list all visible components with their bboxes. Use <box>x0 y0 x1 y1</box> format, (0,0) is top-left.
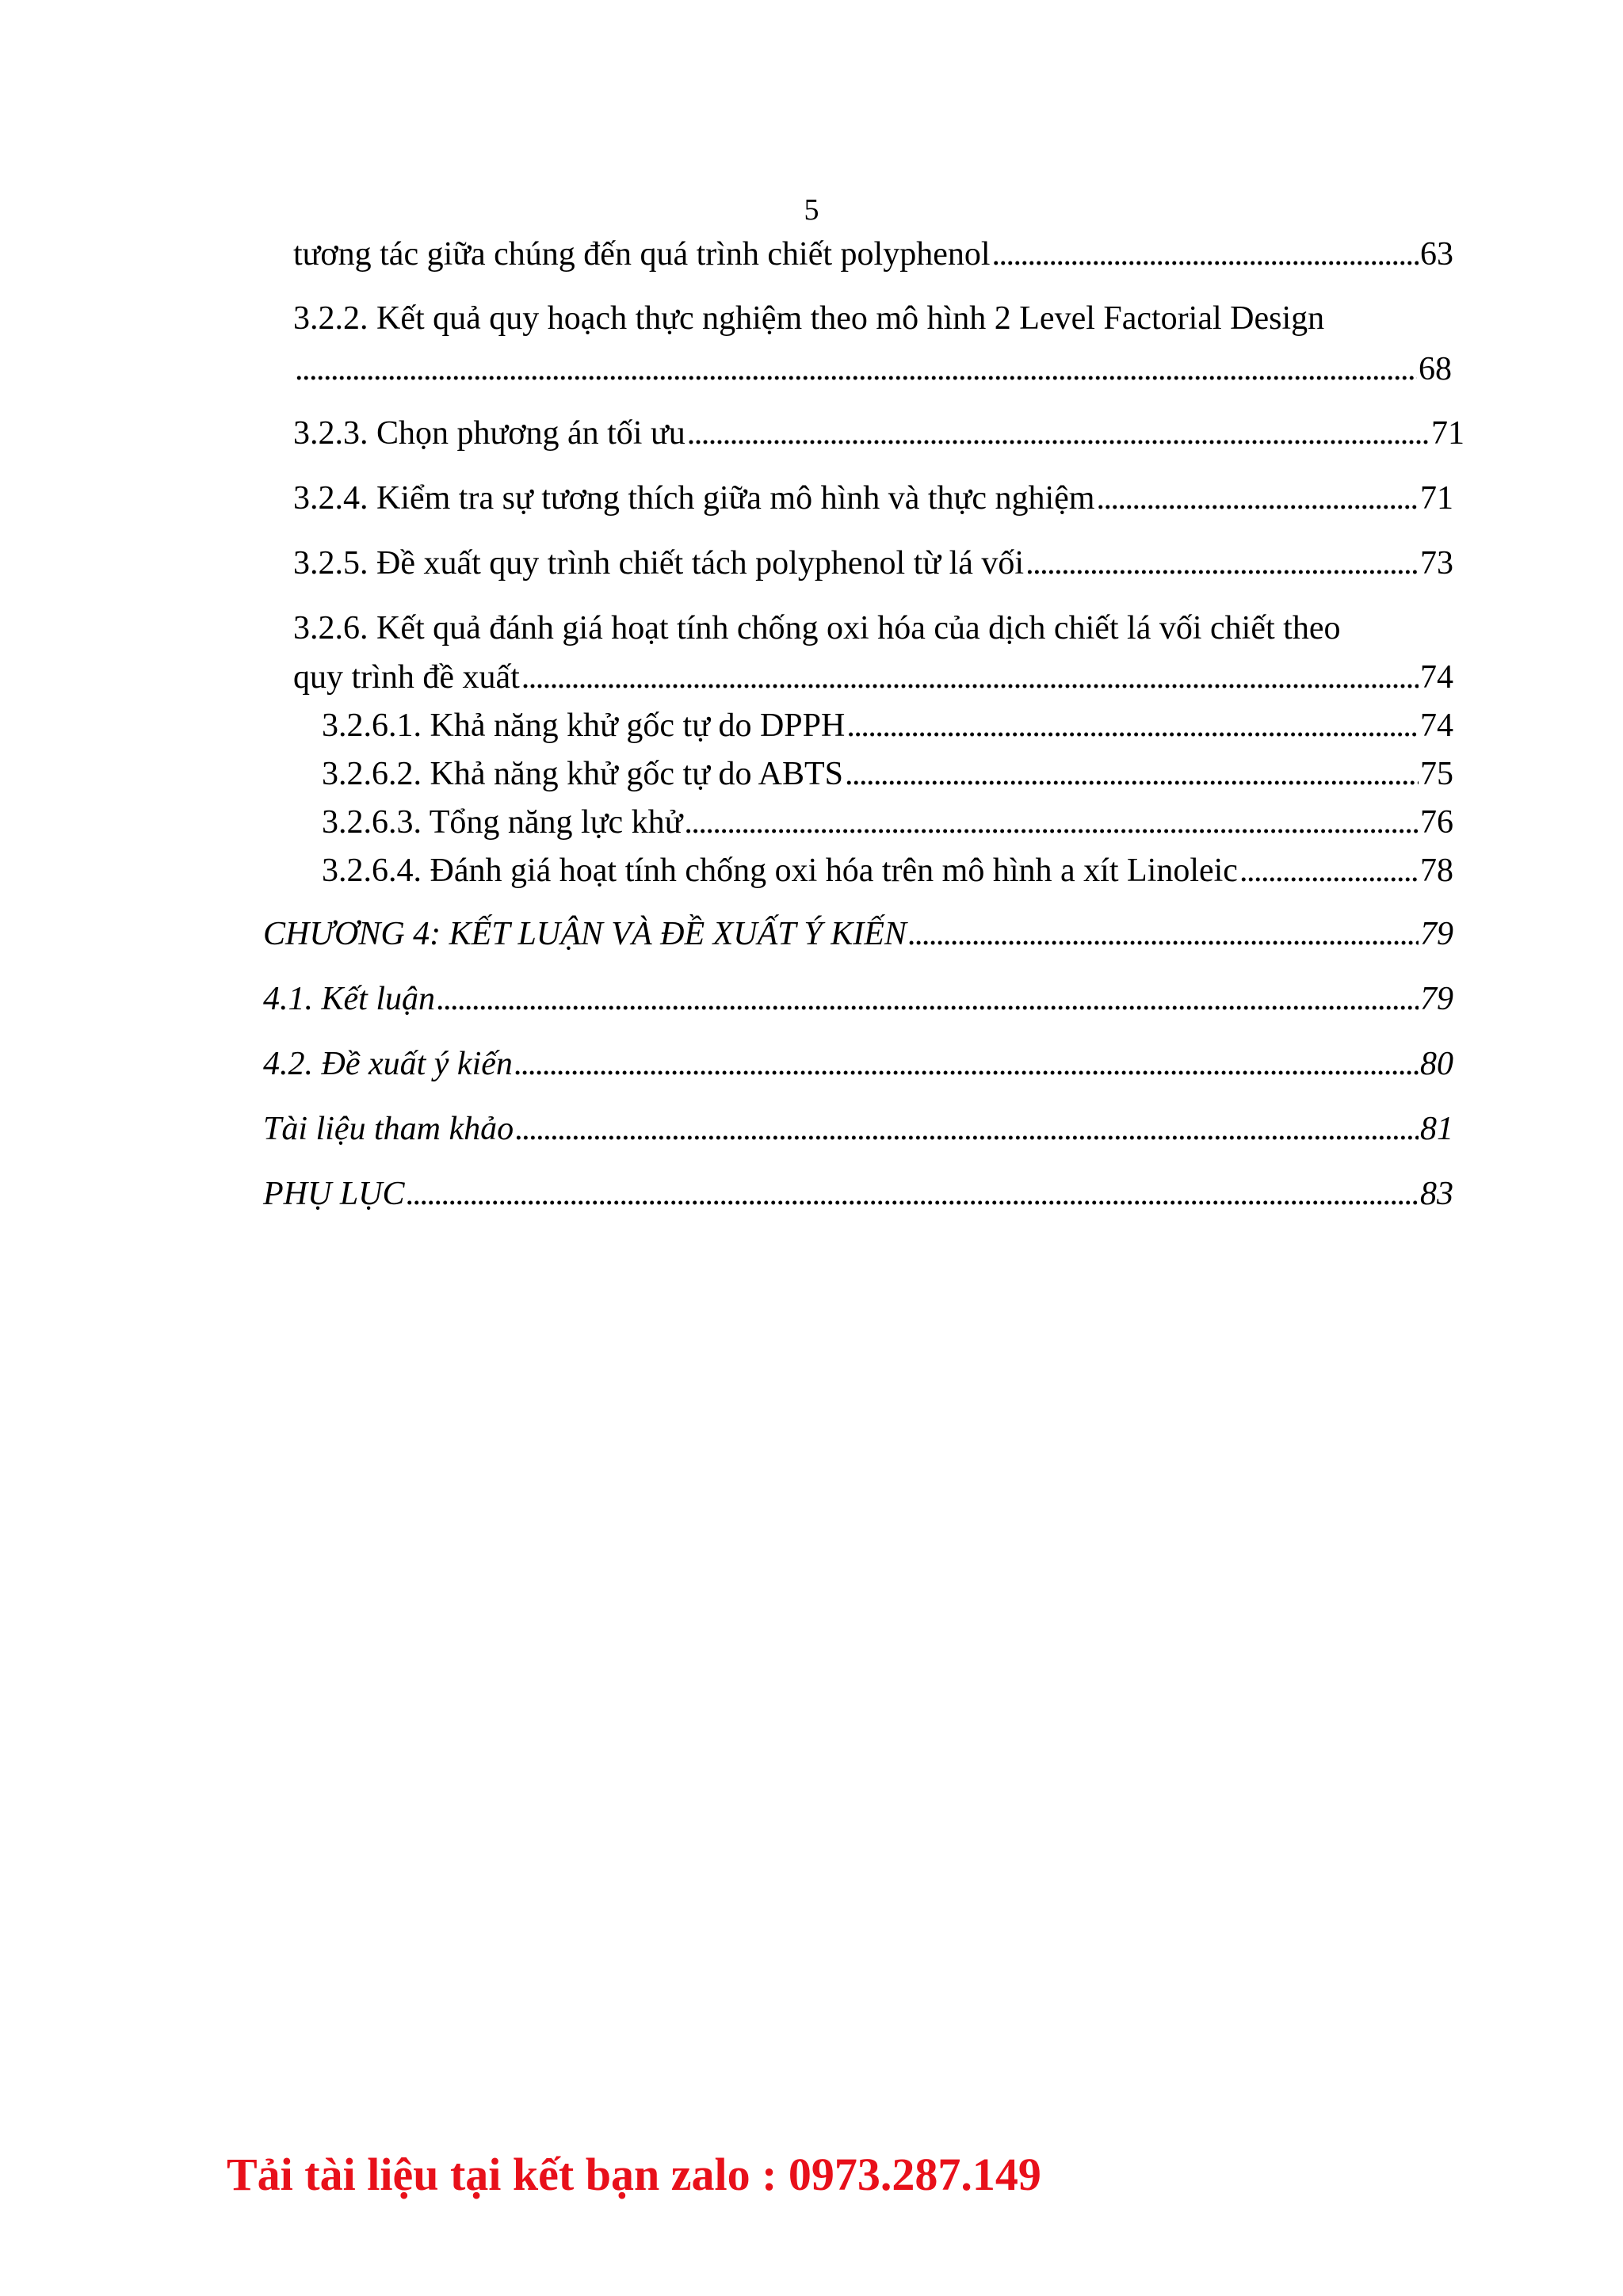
toc-entry-page: 74 <box>1420 707 1453 744</box>
toc-entry-4-2[interactable] <box>263 1043 1453 1085</box>
dot-leader <box>1239 850 1419 891</box>
dot-leader <box>515 1108 1419 1150</box>
toc-entry-page: 71 <box>1420 480 1453 517</box>
toc-entry-3-2-6-line2[interactable] <box>293 657 1453 698</box>
dot-leader <box>437 978 1419 1020</box>
toc-entry-text: 3.2.6.1. Khả năng khử gốc tự do DPPH <box>322 707 846 744</box>
toc-entry-3-2-6-line1[interactable]: 3.2.6. Kết quả đánh giá hoạt tính chống oxi hóa của dịch chiết lá vối chiết theo <box>293 610 1341 646</box>
dot-leader <box>407 1173 1419 1215</box>
dot-leader <box>1096 478 1419 519</box>
toc-entry-page: 71 <box>1431 415 1465 452</box>
toc-entry-page: 80 <box>1420 1046 1453 1082</box>
toc-entry-page: 78 <box>1420 852 1453 889</box>
toc-entry-3-2-2-leader-line[interactable] <box>293 349 1452 390</box>
dot-leader <box>295 349 1417 390</box>
toc-entry-continued[interactable] <box>293 234 1453 275</box>
dot-leader <box>992 234 1419 275</box>
toc-entry-page: 68 <box>1419 351 1452 387</box>
toc-entry-page: 74 <box>1420 659 1453 696</box>
toc-entry-page: 76 <box>1420 804 1453 841</box>
dot-leader <box>845 753 1419 795</box>
toc-entry-page: 79 <box>1420 981 1453 1017</box>
toc-entry-text: Tài liệu tham khảo <box>263 1111 514 1147</box>
toc-entry-text: PHỤ LỤC <box>263 1176 405 1212</box>
toc-entry-text: 4.1. Kết luận <box>263 981 435 1017</box>
toc-entry-text: CHƯƠNG 4: KẾT LUẬN VÀ ĐỀ XUẤT Ý KIẾN <box>263 916 907 952</box>
toc-entry-page: 81 <box>1420 1111 1453 1147</box>
toc-entry-3-2-6-3[interactable] <box>322 802 1453 843</box>
toc-entry-text: 3.2.6.2. Khả năng khử gốc tự do ABTS <box>322 756 843 792</box>
toc-entry-text: 3.2.6.3. Tổng năng lực khử <box>322 804 683 841</box>
page-number: 5 <box>804 193 819 227</box>
dot-leader <box>687 413 1430 454</box>
toc-entry-page: 73 <box>1420 545 1453 582</box>
toc-entry-3-2-6-1[interactable] <box>322 705 1453 746</box>
toc-entry-page: 83 <box>1420 1176 1453 1212</box>
dot-leader <box>684 802 1419 843</box>
dot-leader <box>521 657 1419 698</box>
dot-leader <box>846 705 1419 746</box>
toc-entry-3-2-2-text[interactable]: 3.2.2. Kết quả quy hoạch thực nghiệm theo mô hình 2 Level Factorial Design <box>293 300 1325 337</box>
toc-entry-references[interactable] <box>263 1108 1453 1150</box>
toc-entry-text: 3.2.3. Chọn phương án tối ưu <box>293 415 685 452</box>
toc-entry-page: 63 <box>1420 236 1453 273</box>
toc-entry-4-1[interactable] <box>263 978 1453 1020</box>
toc-entry-3-2-5[interactable] <box>293 543 1453 584</box>
toc-entry-3-2-3[interactable] <box>293 413 1465 454</box>
toc-entry-3-2-6-2[interactable] <box>322 753 1453 795</box>
toc-entry-text: 3.2.5. Đề xuất quy trình chiết tách polyphenol từ lá vối <box>293 545 1025 582</box>
toc-entry-page: 75 <box>1420 756 1453 792</box>
toc-entry-text: 3.2.4. Kiểm tra sự tương thích giữa mô hình và thực nghiệm <box>293 480 1095 517</box>
toc-entry-appendix[interactable] <box>263 1173 1453 1215</box>
toc-entry-text: quy trình đề xuất <box>293 659 520 696</box>
dot-leader <box>514 1043 1419 1085</box>
dot-leader <box>908 913 1419 955</box>
toc-entry-page: 79 <box>1420 916 1453 952</box>
toc-entry-chapter-4[interactable] <box>263 913 1453 955</box>
toc-entry-3-2-4[interactable] <box>293 478 1453 519</box>
dot-leader <box>1025 543 1419 584</box>
download-promo-text: Tải tài liệu tại kết bạn zalo : 0973.287.149 <box>227 2149 1041 2200</box>
toc-entry-text: 4.2. Đề xuất ý kiến <box>263 1046 513 1082</box>
toc-entry-3-2-6-4[interactable] <box>322 850 1453 891</box>
toc-entry-text: 3.2.6.4. Đánh giá hoạt tính chống oxi hóa trên mô hình a xít Linoleic <box>322 852 1238 889</box>
toc-entry-text: tương tác giữa chúng đến quá trình chiết polyphenol <box>293 236 991 273</box>
